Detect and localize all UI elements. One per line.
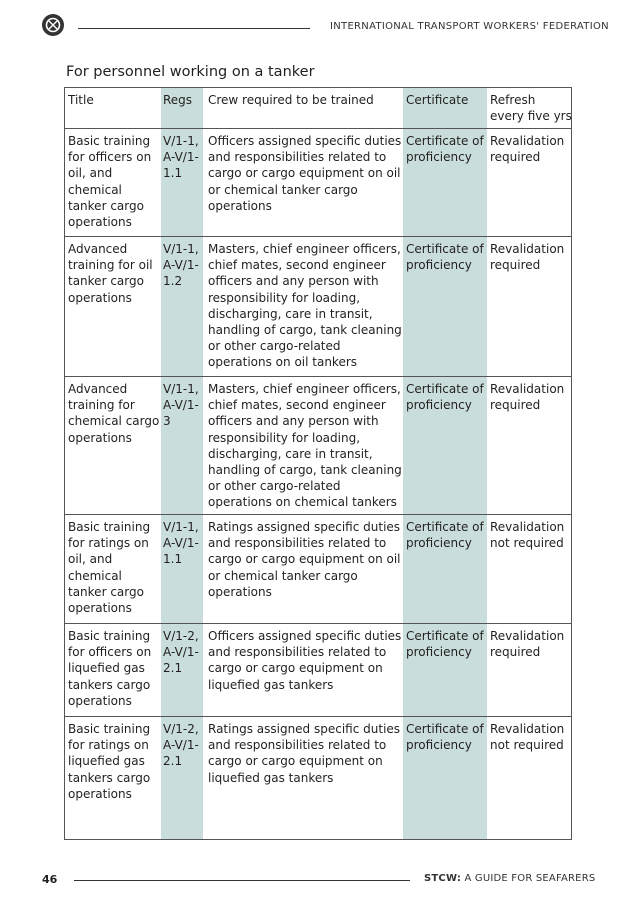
cell-crew: Officers assigned specific duties and responsibilities related to cargo or cargo equipment on liquefied gas tankers bbox=[208, 629, 402, 692]
header-regs: Regs bbox=[163, 93, 193, 107]
cell-crew: Masters, chief engineer officers, chief mates, second engineer officers and any person with responsibility for loading, discharging, care in transit, handling of cargo, tank cleaning or other cargo-related operations on oil tankers bbox=[208, 242, 402, 370]
header-certificate: Certificate bbox=[406, 93, 469, 107]
cell-title: Basic training for ratings on liquefied gas tankers cargo operations bbox=[68, 722, 151, 801]
cell-crew: Masters, chief engineer officers, chief mates, second engineer officers and any person with responsibility for loading, discharging, care in transit, handling of cargo, tank cleaning or other cargo-related operations on chemical tankers bbox=[208, 382, 402, 510]
table-row bbox=[65, 377, 571, 515]
cell-refresh: Revalidation required bbox=[490, 134, 565, 165]
cell-certificate: Certificate of proficiency bbox=[406, 382, 484, 413]
section-title: For personnel working on a tanker bbox=[66, 64, 315, 80]
cell-refresh: Revalidation required bbox=[490, 242, 565, 273]
cell-crew: Officers assigned specific duties and responsibilities related to cargo or cargo equipment on oil or chemical tanker cargo operations bbox=[208, 134, 402, 213]
table-row bbox=[65, 129, 571, 237]
cell-certificate: Certificate of proficiency bbox=[406, 242, 484, 273]
table-row bbox=[65, 624, 571, 717]
cell-certificate: Certificate of proficiency bbox=[406, 629, 484, 660]
footer-title-rest: A GUIDE FOR SEAFARERS bbox=[461, 873, 596, 884]
cell-crew: Ratings assigned specific duties and responsibilities related to cargo or cargo equipment on liquefied gas tankers bbox=[208, 722, 401, 785]
cell-regs: V/1-2, A-V/1- 2.1 bbox=[163, 722, 199, 769]
footer-title bbox=[424, 873, 595, 884]
cell-certificate: Certificate of proficiency bbox=[406, 722, 484, 753]
cell-refresh: Revalidation not required bbox=[490, 520, 565, 551]
cell-refresh: Revalidation not required bbox=[490, 722, 565, 753]
cell-title: Basic training for ratings on oil, and chemical tanker cargo operations bbox=[68, 520, 151, 616]
cell-regs: V/1-1, A-V/1-3 bbox=[163, 382, 199, 429]
cell-crew: Ratings assigned specific duties and responsibilities related to cargo or cargo equipment on oil or chemical tanker cargo operations bbox=[208, 520, 401, 599]
cell-title: Advanced training for chemical cargo operations bbox=[68, 382, 160, 445]
cell-title: Basic training for officers on oil, and chemical tanker cargo operations bbox=[68, 134, 152, 230]
cell-regs: V/1-2, A-V/1- 2.1 bbox=[163, 629, 199, 676]
cell-title: Advanced training for oil tanker cargo operations bbox=[68, 242, 153, 305]
itf-logo-icon bbox=[42, 14, 64, 36]
cell-refresh: Revalidation required bbox=[490, 382, 565, 413]
table-row bbox=[65, 237, 571, 377]
cell-certificate: Certificate of proficiency bbox=[406, 520, 484, 551]
footer-rule bbox=[74, 880, 410, 881]
header-org-name: INTERNATIONAL TRANSPORT WORKERS' FEDERATION bbox=[330, 21, 609, 32]
header-crew: Crew required to be trained bbox=[208, 93, 374, 107]
table-row bbox=[65, 717, 571, 839]
table-header bbox=[65, 88, 571, 129]
training-table bbox=[64, 87, 572, 840]
cell-regs: V/1-1, A-V/1- 1.1 bbox=[163, 134, 199, 181]
page-number: 46 bbox=[42, 873, 58, 886]
cell-title: Basic training for officers on liquefied gas tankers cargo operations bbox=[68, 629, 152, 708]
cell-certificate: Certificate of proficiency bbox=[406, 134, 484, 165]
cell-regs: V/1-1, A-V/1- 1.1 bbox=[163, 520, 199, 567]
header-refresh: Refresh every five yrs bbox=[490, 93, 572, 124]
cell-refresh: Revalidation required bbox=[490, 629, 565, 660]
cell-regs: V/1-1, A-V/1- 1.2 bbox=[163, 242, 199, 289]
footer-title-bold: STCW: bbox=[424, 873, 462, 884]
table-row bbox=[65, 515, 571, 624]
header-title: Title bbox=[68, 93, 94, 107]
header-rule bbox=[78, 28, 310, 29]
